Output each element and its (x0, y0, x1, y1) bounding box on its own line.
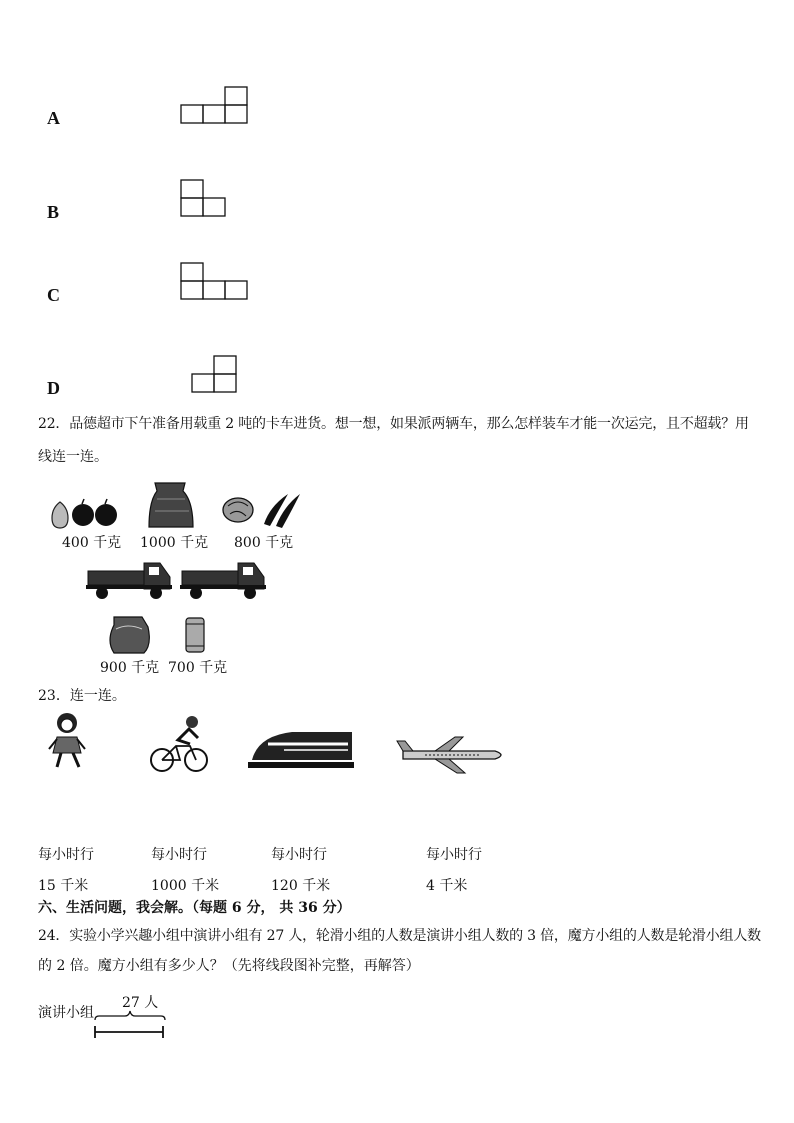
goods-weight-can: 700 千克 (168, 660, 228, 676)
goods-weight-sack: 1000 千克 (140, 535, 209, 551)
question-24-line-2: 的 2 倍。魔方小组有多少人？（先将线段图补完整，再解答） (38, 958, 420, 974)
speed-value: 4 千米 (426, 878, 468, 894)
question-24-text (38, 926, 761, 976)
sack-icon (147, 479, 197, 529)
question-23-title: 23．连一连。 (38, 688, 126, 704)
speed-label: 每小时行 (271, 847, 327, 863)
cyclist-icon (150, 714, 210, 776)
option-letter: B (47, 202, 60, 222)
speed-value: 1000 千米 (151, 878, 220, 894)
child-walking-icon (47, 711, 89, 771)
fruit-icon (48, 496, 120, 530)
speed-label: 每小时行 (38, 847, 94, 863)
truck-icon (180, 559, 270, 601)
high-speed-train-icon (248, 726, 356, 772)
shape-figure-d (192, 356, 242, 396)
bag-icon (108, 613, 152, 655)
truck-icon (86, 559, 176, 601)
question-22-line-1: 22．品德超市下午准备用载重 2 吨的卡车进货。想一想，如果派两辆车，那么怎样装车才能一次运完，且不超载？用 (38, 416, 749, 432)
section-6-heading: 六、生活问题，我会解。（每题 6 分， 共 36 分） (38, 900, 351, 916)
question-22-text (38, 414, 758, 467)
goods-weight-bag: 900 千克 (100, 660, 160, 676)
option-letter: D (47, 378, 60, 398)
question-22-line-2: 线连一连。 (38, 449, 108, 465)
goods-weight-vegetables: 800 千克 (234, 535, 294, 551)
segment-label: 演讲小组 (38, 1005, 94, 1021)
airplane-icon (395, 733, 509, 775)
shape-figure-b (181, 180, 231, 220)
question-24-line-1: 24．实验小学兴趣小组中演讲小组有 27 人，轮滑小组的人数是演讲小组人数的 3 倍，魔方小组的人数是轮滑小组人数 (38, 928, 761, 944)
vegetables-icon (220, 488, 302, 528)
speed-value: 120 千米 (271, 878, 331, 894)
speed-label: 每小时行 (426, 847, 482, 863)
option-letter: A (47, 108, 60, 128)
segment-value: 27 人 (122, 995, 159, 1011)
line-segment-diagram (94, 1010, 166, 1038)
shape-figure-a (181, 87, 251, 127)
goods-weight-fruit: 400 千克 (62, 535, 122, 551)
shape-figure-c (181, 263, 253, 303)
can-icon (184, 616, 208, 656)
speed-value: 15 千米 (38, 878, 89, 894)
speed-label: 每小时行 (151, 847, 207, 863)
option-letter: C (47, 285, 60, 305)
